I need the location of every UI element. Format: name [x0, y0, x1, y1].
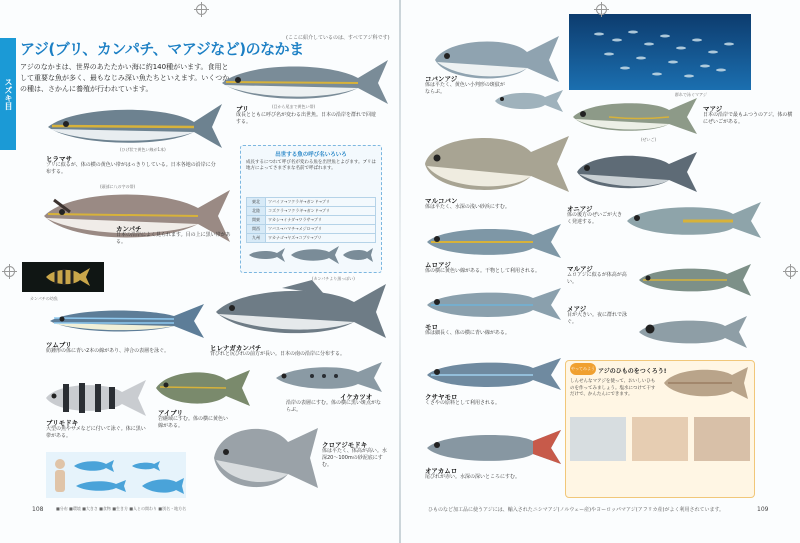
registration-mark — [596, 4, 607, 15]
fish-description: 体は平たく、水深の浅い砂浜にすむ。 — [425, 204, 510, 210]
fish-name: モロ — [425, 323, 438, 331]
recipe-step-photo — [694, 417, 750, 461]
fish-description: ブリに似るが、体の横の黄色い帯がはっきりしている。日本各地の沿岸に分布する。 — [46, 162, 216, 175]
fish-name: イケカツオ — [340, 393, 373, 401]
table-cell: 関東 — [247, 216, 266, 225]
fish-description: 体は平たく、黄色い小判形の斑紋がならぶ。 — [425, 82, 505, 95]
fish-illustration — [493, 88, 565, 114]
fish-illustration — [210, 418, 320, 496]
recipe-text: しんせんなマアジを使って、おいしいひものを作ってみましょう。塩水につけて干すだけで、かんたんにできます。 — [570, 379, 656, 397]
fish-description: 体は平たく、体高が高い。水深20〜100mの砂泥底にすむ。 — [322, 448, 387, 468]
fish-name: オニアジ — [567, 205, 593, 213]
page-title: アジ(ブリ、カンパチ、マアジなど)のなかま — [20, 40, 304, 58]
fish-note: (カンパチより黒っぽい) — [312, 276, 355, 281]
fish-illustration — [421, 130, 571, 196]
table-row — [247, 216, 376, 225]
table-cell: 関西 — [247, 225, 266, 234]
juvenile-photo — [22, 262, 104, 292]
table-cell: 北陸 — [247, 207, 266, 216]
fish-illustration — [423, 356, 563, 392]
info-box-shusse-uo — [240, 145, 382, 273]
fish-name: クロアジモドキ — [322, 441, 368, 449]
fish-illustration — [46, 302, 206, 340]
size-comparison-panel — [46, 452, 186, 498]
fish-description: 岩礁域にすむ。体の横に黄色い線がある。 — [158, 416, 229, 429]
fish-description: くさやの原料として利用される。 — [425, 400, 501, 406]
registration-mark — [4, 266, 15, 277]
table-cell: コズクラ→フクラギ→ガンド→ブリ — [266, 207, 376, 216]
fish-illustration — [569, 96, 699, 136]
page-number: 108 — [32, 506, 44, 513]
registration-mark — [785, 266, 796, 277]
registration-mark — [196, 4, 207, 15]
info-box-title: 出世する魚の呼び名いろいろ — [275, 152, 347, 158]
photo-caption: 群れで泳ぐマアジ — [675, 92, 707, 97]
fish-illustration — [212, 280, 388, 340]
dried-fish-illustration — [660, 365, 750, 401]
fish-name: アイブリ — [158, 409, 183, 417]
fish-illustration — [423, 428, 563, 466]
fish-name: カンパチ — [116, 225, 142, 233]
recipe-box — [565, 360, 755, 498]
recipe-step-photo — [632, 417, 688, 461]
fish-description: 沿岸の表層にすむ。体の横に黒い斑点がならぶ。 — [286, 400, 382, 413]
fish-illustration — [423, 222, 563, 260]
fish-description: ムロアジに似るが体高が高い。 — [567, 272, 627, 285]
intro-text: アジのなかまは、世界のあたたかい海に約140種がいます。食用として重要な魚が多く、最もなじみ深い魚たちといえます。いくつかの種は、さかんに養殖が行われています。 — [20, 63, 230, 93]
table-row — [247, 198, 376, 207]
recipe-title: アジのひものをつくろう! — [598, 368, 667, 375]
fish-illustration — [635, 262, 753, 298]
fish-description: 大型の魚やサメなどに付いて泳ぐ。体に黒い帯がある。 — [46, 426, 146, 439]
fish-description: 体の後方のぜいごが大きく発達する。 — [567, 212, 623, 225]
fish-description: 背びれと尻びれの前方が長い。日本の南の沿岸に分布する。 — [210, 351, 346, 357]
fish-description: 成長とともに呼び名が変わる出世魚。日本の沿岸を群れで回遊する。 — [236, 112, 377, 125]
legend: ■分布 ■環境 ■大きさ ■食物 ■生き方 ■人との関わり ■別名・地方名 — [56, 506, 187, 511]
table-row — [247, 207, 376, 216]
table-cell: ツバス→ハマチ→メジロ→ブリ — [266, 225, 376, 234]
fish-illustration — [272, 360, 384, 394]
fish-name: ツムブリ — [46, 341, 72, 349]
fish-illustration — [573, 150, 699, 194]
fish-name: コバンアジ — [425, 75, 458, 83]
fish-description: 日本の沿岸で最もふつうのアジ。体の横にぜいごがある。 — [703, 112, 793, 125]
table-cell: ツバイソ→フクラギ→ガンド→ブリ — [266, 198, 376, 207]
fish-name: ヒレナガカンパチ — [210, 344, 262, 352]
table-cell: ワカシ→イナダ→ワラサ→ブリ — [266, 216, 376, 225]
fish-illustration — [44, 100, 224, 152]
section-tab: スズキ目 — [0, 38, 16, 150]
recipe-badge: やってみよう — [570, 363, 596, 375]
fish-name: ブリモドキ — [46, 419, 79, 427]
fish-description: 体の横に黄色い線がある。干物として利用される。 — [425, 268, 541, 274]
fish-description: 尾びれが赤い。水深の深いところにすむ。 — [425, 474, 521, 480]
fish-illustration — [635, 314, 749, 350]
fish-description: 体は細長く、体の横に青い線がある。 — [425, 330, 510, 336]
fish-name: マルアジ — [567, 265, 593, 273]
fish-illustration — [423, 286, 563, 322]
fish-name: ムロアジ — [425, 261, 451, 269]
fish-name: クサヤモロ — [425, 393, 458, 401]
fish-illustration — [623, 200, 763, 240]
fish-note: (目から尾まで黄色い帯) — [272, 104, 316, 109]
fish-note: (ひげ状で黄色い線が1本) — [120, 147, 166, 152]
recipe-step-photo — [570, 417, 626, 461]
footnote: ひものなど加工品に使うアジには、輸入されたニシマアジ(ノルウェー産)やヨーロッパマアジ(アフリカ産)がよく利用されています。 — [428, 507, 725, 513]
fish-description: 紡錘形の体に青い2本の線があり、沖合の表層を泳ぐ。 — [46, 348, 170, 354]
right-page — [401, 0, 800, 543]
fish-name: マルコバン — [425, 197, 458, 205]
fish-name: マアジ — [703, 105, 723, 113]
fish-name: ヒラマサ — [46, 155, 72, 163]
fish-note: (ぜいご) — [641, 137, 657, 142]
school-photo — [569, 14, 751, 90]
photo-caption: カンパチの幼魚 — [30, 296, 58, 301]
fish-description: 目が大きい。夜に群れで泳ぐ。 — [567, 312, 628, 325]
fish-description: 日本の沿岸によく見られます。目の上に黒い帯がある。 — [116, 232, 231, 245]
fish-illustration — [152, 366, 252, 408]
info-box-text: 成長するにつれて呼び名が変わる魚を出世魚とよびます。ブリは地方によってさまざまな名前で呼ばれます。 — [246, 160, 376, 171]
table-row — [247, 225, 376, 234]
info-box-table — [246, 197, 376, 243]
fish-illustration — [42, 378, 148, 418]
table-cell: 東北 — [247, 198, 266, 207]
fish-name: ブリ — [236, 105, 249, 113]
table-cell: 九州 — [247, 234, 266, 243]
fish-note: (頭部に八の字の帯) — [100, 184, 136, 189]
title-note: (ここに紹介しているのは、すべてアジ科です) — [286, 35, 390, 41]
table-cell: ワカナゴ→ヤズ→コブリ→ブリ — [266, 234, 376, 243]
page-number: 109 — [757, 506, 769, 513]
fish-name: オアカムロ — [425, 467, 458, 475]
growth-fish-illustrations — [247, 242, 375, 268]
fish-name: メアジ — [567, 305, 587, 313]
fish-illustration — [218, 58, 390, 106]
